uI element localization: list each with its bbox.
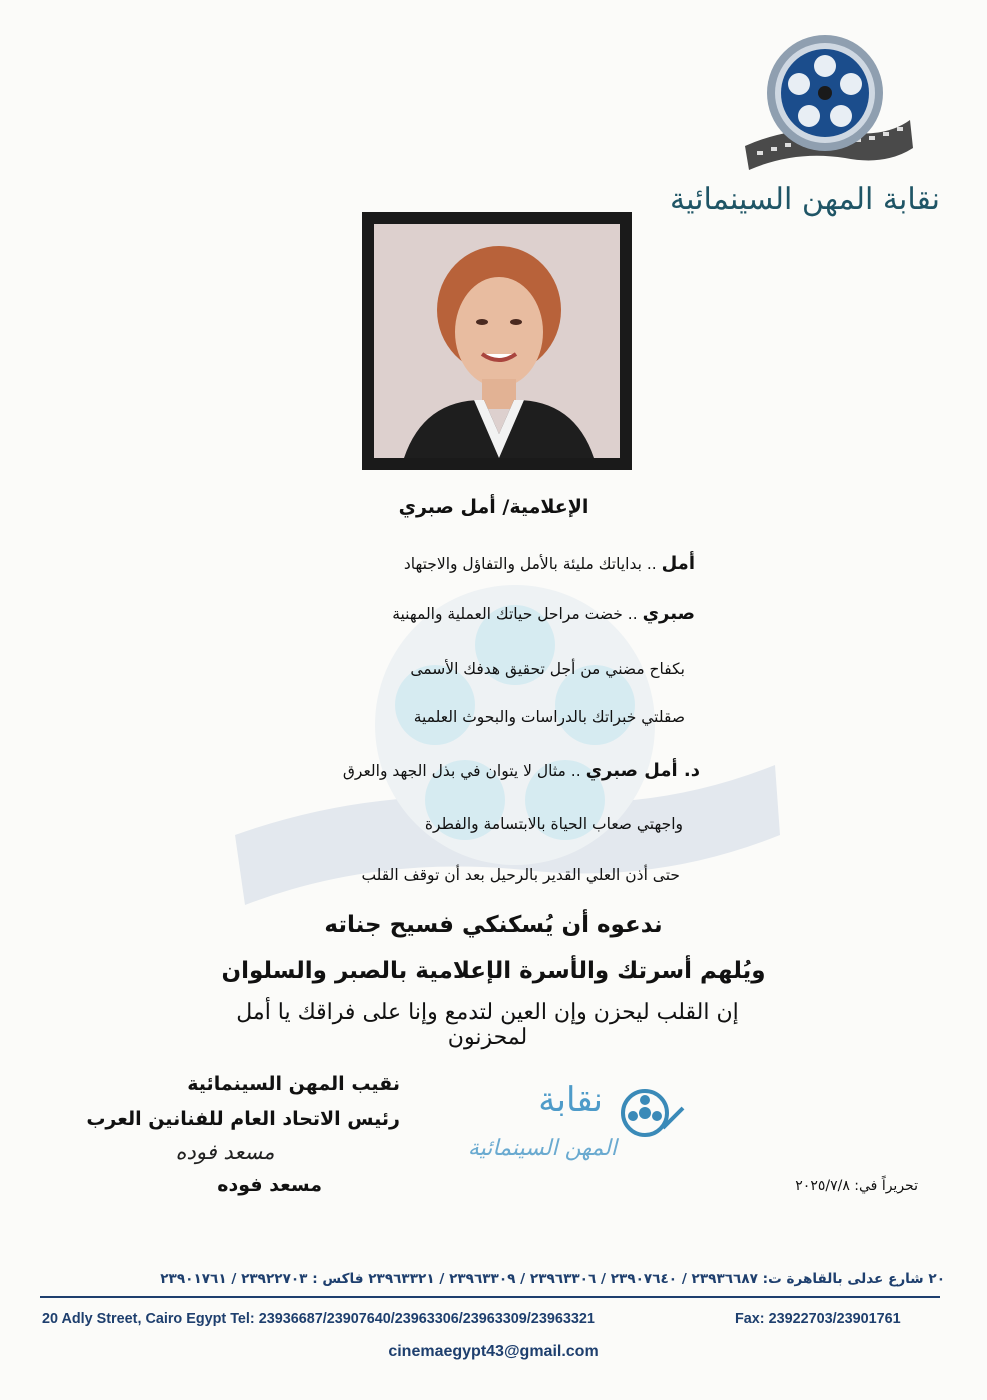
poem-line [285, 708, 685, 726]
poem-line [285, 866, 680, 884]
footer-address: 20 Adly Street, Cairo Egypt Tel: 23936687/23907640/23963306/23963309/23963321 [42, 1311, 595, 1327]
union-stamp [435, 1080, 715, 1190]
poem-lead: أمل [661, 553, 695, 574]
issue-date: تحريراً في: ٢٠٢٥/٧/٨ [795, 1178, 918, 1194]
logo-text: نقابة المهن السينمائية [670, 182, 940, 217]
handwritten-signature: مسعد فوده [175, 1140, 275, 1164]
logo [735, 28, 915, 178]
poem-text: صقلتي خبراتك بالدراسات والبحوث العلمية [413, 708, 685, 726]
footer-english-contact [42, 1311, 947, 1327]
portrait-photo [362, 212, 632, 470]
stamp-reel-icon [615, 1088, 685, 1138]
footer-arabic-contact: ٢٠ شارع عدلى بالقاهرة ت: ٢٣٩٣٦٦٨٧ / ٢٣٩٠٧٦٤٠ / ٢٣٩٦٣٣٠٦ / ٢٣٩٦٣٣٠٩ / ٢٣٩٦٣٣٢١ فاكس : ٢٣٩٢٢٧٠٣ / ٢٣٩٠١٧٦١ [160, 1271, 945, 1287]
stamp-text-2: المهن السينمائية [467, 1136, 617, 1161]
poem-line [285, 760, 700, 781]
poem-text: واجهتي صعاب الحياة بالابتسامة والفطرة [424, 815, 683, 833]
signatory-title-1: نقيب المهن السينمائية [187, 1073, 400, 1095]
footer-email: cinemaegypt43@gmail.com [388, 1343, 599, 1360]
verse-line: إن القلب ليحزن وإن العين لتدمع وإنا على فراقك يا أمل لمحزنون [236, 1000, 739, 1050]
footer-fax: Fax: 23922703/23901761 [735, 1311, 901, 1327]
poem-text: حتى أذن العلي القدير بالرحيل بعد أن توقف القلب [361, 866, 680, 884]
poem-text: .. خضت مراحل حياتك العملية والمهنية [392, 605, 643, 623]
poem-lead: د. أمل صبري [585, 760, 700, 781]
poem-text: .. مثال لا يتوان في بذل الجهد والعرق [342, 762, 586, 780]
signatory-title-2: رئيس الاتحاد العام للفنانين العرب [86, 1108, 400, 1130]
signatory-name: مسعد فوده [217, 1174, 322, 1196]
prayer-line-1: ندعوه أن يُسكنكي فسيح جناته [324, 912, 663, 938]
poem-lead: صبري [642, 603, 695, 624]
deceased-heading: الإعلامية/ أمل صبري [398, 496, 589, 518]
poem-line [285, 603, 695, 624]
prayer-line-2: ويُلهم أسرتك والأسرة الإعلامية بالصبر والسلوان [221, 958, 766, 984]
footer-divider [40, 1296, 940, 1298]
poem-text: .. بداياتك مليئة بالأمل والتفاؤل والاجتهاد [403, 555, 662, 573]
portrait-illustration [374, 224, 620, 458]
poem-line [285, 660, 685, 678]
stamp-text-1: نقابة [538, 1080, 603, 1120]
poem-text: بكفاح مضني من أجل تحقيق هدفك الأسمى [410, 660, 685, 678]
poem-line [285, 553, 695, 574]
film-reel-icon [735, 28, 915, 178]
poem-line [285, 815, 683, 833]
